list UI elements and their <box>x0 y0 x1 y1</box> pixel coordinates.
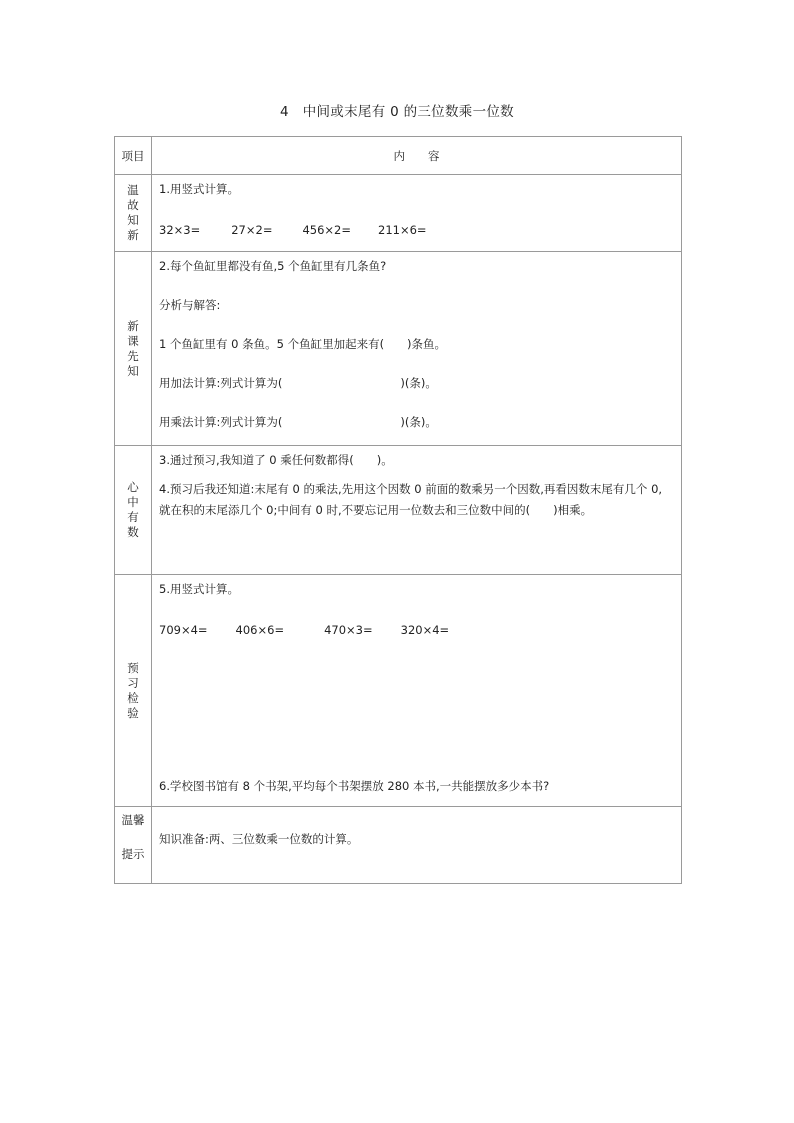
table-row-tips <box>115 807 682 884</box>
preview-table <box>114 136 682 884</box>
header-item-column: 项目 <box>115 137 152 175</box>
row-content-understanding <box>152 446 682 575</box>
answer-line-multiplication <box>159 415 675 430</box>
label-char: 中 <box>127 495 139 509</box>
row-label-review <box>115 175 152 252</box>
multiplication-unit: )(条)。 <box>400 415 437 429</box>
label-char: 新 <box>127 228 139 242</box>
expression: 320×4= <box>400 623 450 637</box>
label-char: 课 <box>127 333 139 348</box>
expression: 211×6= <box>378 223 427 237</box>
tip-text: 知识准备:两、三位数乘一位数的计算。 <box>159 832 359 846</box>
row-label-preview-check <box>115 575 152 807</box>
expression: 456×2= <box>302 223 352 237</box>
table-row-new-lesson <box>115 252 682 446</box>
row-label-understanding <box>115 446 152 575</box>
addition-unit: )(条)。 <box>400 376 437 390</box>
row-content-tips <box>152 807 682 884</box>
label-char: 知 <box>127 213 139 227</box>
label-char: 知 <box>127 363 139 378</box>
question-6: 6.学校图书馆有 8 个书架,平均每个书架摆放 280 本书,一共能摆放多少本书? <box>159 779 550 793</box>
label-char: 温 <box>127 183 139 197</box>
row-content-preview-check <box>152 575 682 807</box>
label-char: 数 <box>127 525 139 539</box>
expression: 470×3= <box>324 623 373 637</box>
label-char: 验 <box>127 705 139 720</box>
label-char: 心 <box>127 480 139 494</box>
question-2: 2.每个鱼缸里都没有鱼,5 个鱼缸里有几条鱼? <box>159 259 387 273</box>
expression: 27×2= <box>231 223 273 237</box>
expression-line <box>159 223 675 238</box>
expression-line <box>159 623 675 638</box>
table-row-preview-check <box>115 575 682 807</box>
label-line: 温馨 <box>121 813 145 827</box>
table-row-understanding <box>115 446 682 575</box>
table-row-review <box>115 175 682 252</box>
analysis-label: 分析与解答: <box>159 298 221 312</box>
expression: 709×4= <box>159 623 208 637</box>
label-char: 习 <box>127 675 139 690</box>
label-char: 故 <box>127 198 139 212</box>
label-char: 预 <box>127 660 139 675</box>
row-label-tips <box>115 807 152 884</box>
multiplication-prompt: 用乘法计算:列式计算为( <box>159 415 283 429</box>
label-char: 有 <box>127 510 139 524</box>
row-content-new-lesson <box>152 252 682 446</box>
addition-prompt: 用加法计算:列式计算为( <box>159 376 283 390</box>
label-char: 检 <box>127 690 139 705</box>
expression: 32×3= <box>159 223 201 237</box>
answer-line-1: 1 个鱼缸里有 0 条鱼。5 个鱼缸里加起来有( )条鱼。 <box>159 337 447 351</box>
row-label-new-lesson <box>115 252 152 446</box>
page-title: 4 中间或末尾有 0 的三位数乘一位数 <box>280 104 514 120</box>
label-char: 先 <box>127 348 139 363</box>
question-5: 5.用竖式计算。 <box>159 582 239 596</box>
header-content-column: 内 容 <box>152 137 682 175</box>
question-4: 4.预习后我还知道:末尾有 0 的乘法,先用这个因数 0 前面的数乘另一个因数,再看因数末尾有几个 0,就在积的末尾添几个 0;中间有 0 时,不要忘记用一位数去和三位数中间的( )相乘。 <box>159 482 663 517</box>
row-content-review <box>152 175 682 252</box>
label-line: 提示 <box>121 847 145 861</box>
label-char: 新 <box>127 318 139 333</box>
expression: 406×6= <box>235 623 285 637</box>
table-header-row <box>115 137 682 175</box>
question-1: 1.用竖式计算。 <box>159 182 239 196</box>
answer-line-addition <box>159 376 675 391</box>
question-3: 3.通过预习,我知道了 0 乘任何数都得( )。 <box>159 453 393 467</box>
